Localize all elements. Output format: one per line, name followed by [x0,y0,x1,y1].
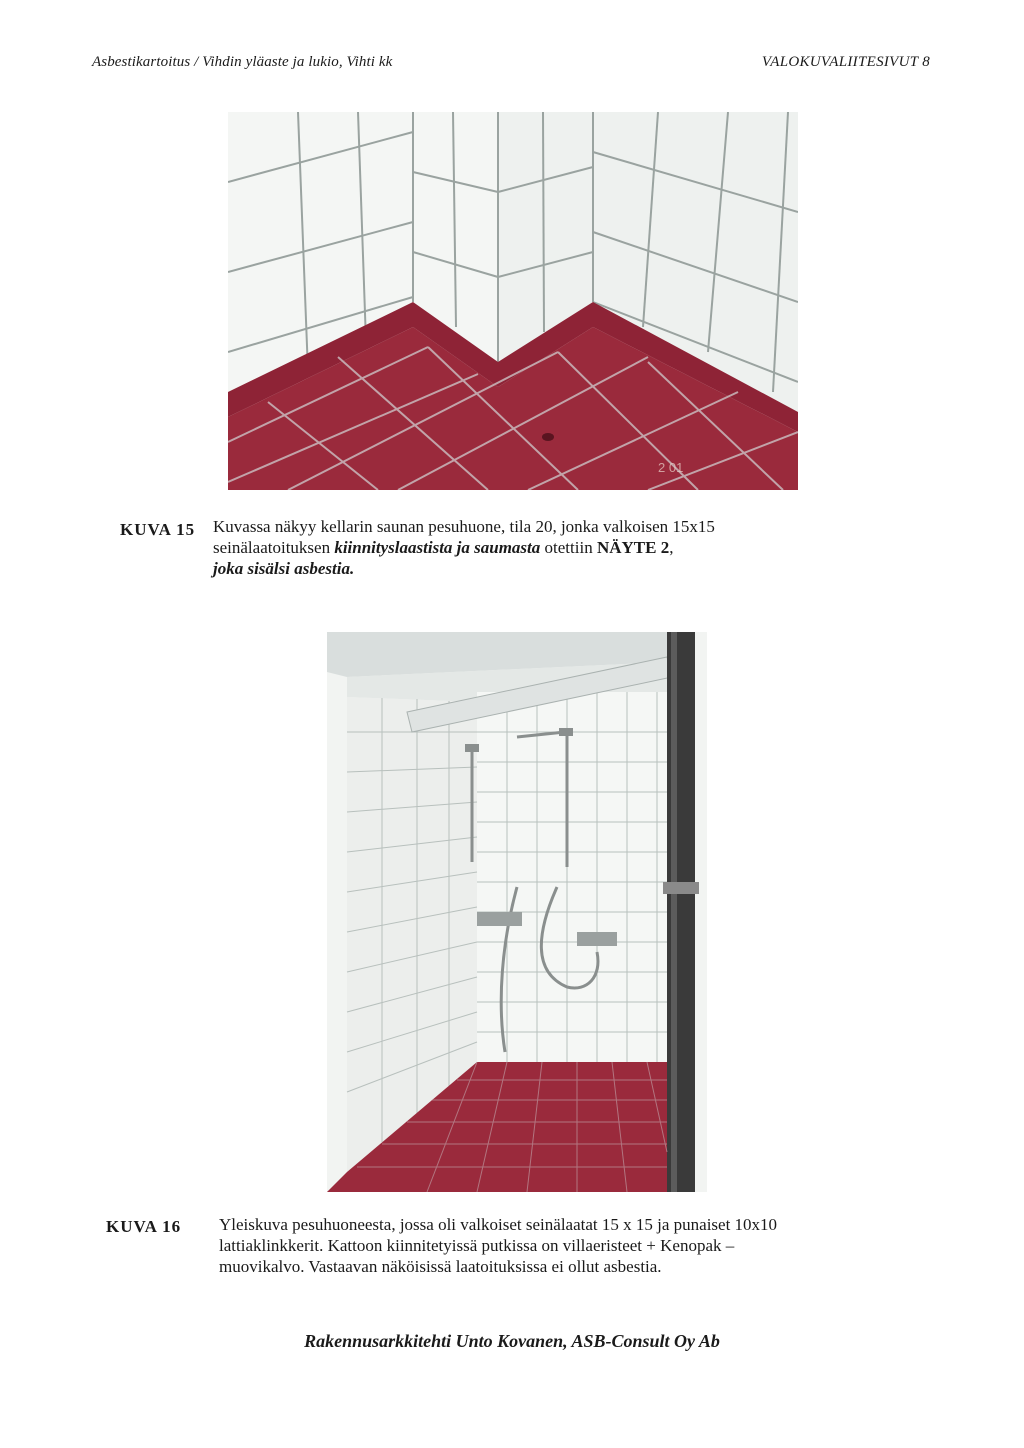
caption-16-line-2: lattiaklinkkerit. Kattoon kiinnitetyissä putkissa on villaeristeet + Kenopak – [219,1236,735,1255]
photo-sauna-corner [228,112,798,490]
header-section: VALOKUVALIITESIVUT 8 [761,54,930,70]
caption-15-emphasis: kiinnityslaastista ja saumasta [334,538,541,557]
photo-date-stamp: 2 01 [658,460,684,475]
figure-caption-15 [213,516,853,579]
caption-15-line-1: Kuvassa näkyy kellarin saunan pesuhuone, tila 20, jonka valkoisen 15x15 [213,517,715,536]
figure-caption-16 [219,1214,919,1277]
footer-author: Rakennusarkkitehti Unto Kovanen, ASB-Consult Oy Ab [304,1331,720,1351]
header-title: Asbestikartoitus / Vihdin yläaste ja lukio, Vihti kk [92,54,393,70]
caption-15-sample-id: NÄYTE 2 [596,538,670,557]
caption-16-line-1: Yleiskuva pesuhuoneesta, jossa oli valkoiset seinälaatat 15 x 15 ja punaiset 10x10 [219,1215,778,1234]
caption-15-line-3: joka sisälsi asbestia. [213,559,355,578]
caption-15-text-e: , [669,538,674,557]
caption-15-line-2 [213,537,853,558]
figure-label-16: KUVA 16 [106,1217,182,1236]
caption-16-line-3: muovikalvo. Vastaavan näköisissä laatoituksissa ei ollut asbestia. [219,1257,662,1276]
caption-15-text-a: seinälaatoituksen [213,538,335,557]
caption-15-text-c: otettiin [540,538,597,557]
figure-label-15: KUVA 15 [120,520,196,539]
photo-washroom-overview [327,632,707,1192]
